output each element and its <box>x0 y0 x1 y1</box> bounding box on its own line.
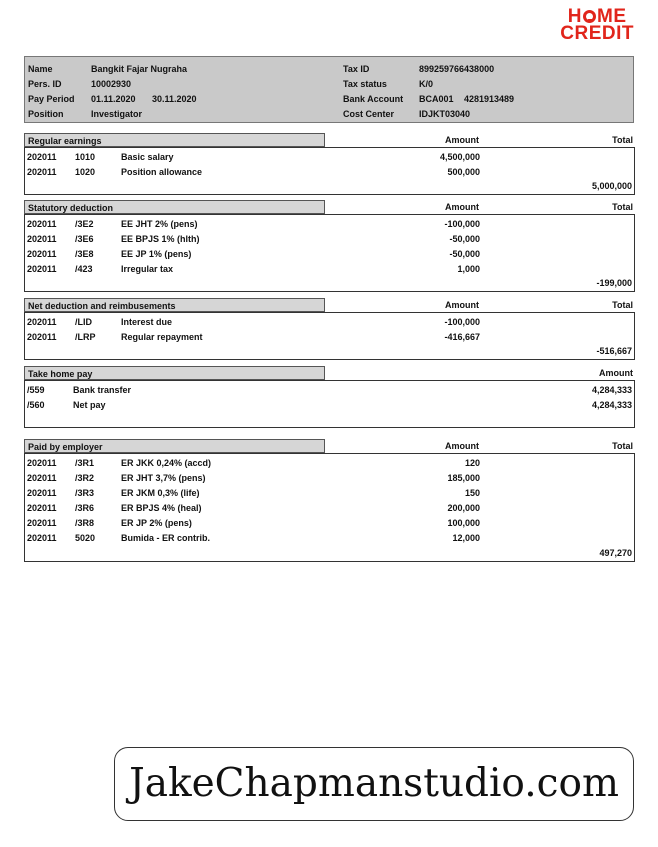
description-cell: Net pay <box>73 400 106 410</box>
amount-cell: 185,000 <box>447 473 480 483</box>
description-cell: ER JHT 3,7% (pens) <box>121 473 206 483</box>
position-value: Investigator <box>91 109 143 119</box>
section-total: -199,000 <box>596 278 632 288</box>
code-cell: /3E8 <box>75 249 94 259</box>
section-title: Statutory deduction <box>24 200 325 214</box>
description-cell: Interest due <box>121 317 173 327</box>
section-body <box>24 312 635 360</box>
period-cell: 202011 <box>27 473 57 483</box>
tax-id-value: 899259766438000 <box>419 64 495 74</box>
period-cell: 202011 <box>27 234 57 244</box>
section-body <box>24 380 635 428</box>
table-row <box>25 486 634 501</box>
cost-center-label: Cost Center <box>343 109 395 119</box>
amount-header: Amount <box>599 368 633 378</box>
amount-cell: -100,000 <box>444 219 480 229</box>
amount-header: Amount <box>445 300 479 310</box>
section-total: 5,000,000 <box>591 181 632 191</box>
section-title: Take home pay <box>24 366 325 380</box>
table-row <box>25 456 634 471</box>
amount-cell: 4,284,333 <box>591 385 632 395</box>
amount-cell: 1,000 <box>457 264 480 274</box>
amount-cell: 12,000 <box>452 533 480 543</box>
amount-cell: -50,000 <box>449 249 480 259</box>
section-body <box>24 214 635 292</box>
section-body <box>24 147 635 195</box>
bank-account-number: 4281913489 <box>464 94 515 104</box>
code-cell: /LRP <box>75 332 96 342</box>
period-cell: 202011 <box>27 518 57 528</box>
table-row <box>25 531 634 546</box>
tax-status-row <box>343 77 434 91</box>
logo-o-smile-icon <box>583 10 596 23</box>
description-cell: ER BPJS 4% (heal) <box>121 503 202 513</box>
cost-center-value: IDJKT03040 <box>419 109 471 119</box>
code-cell: /3R3 <box>75 488 95 498</box>
code-cell: /559 <box>27 385 45 395</box>
description-cell: Bank transfer <box>73 385 132 395</box>
table-row <box>25 247 634 262</box>
description-cell: EE BPJS 1% (hlth) <box>121 234 200 244</box>
table-row <box>25 471 634 486</box>
tax-status-value: K/0 <box>419 79 434 89</box>
pers-id-row <box>28 77 132 91</box>
table-row <box>25 232 634 247</box>
code-cell: /3E2 <box>75 219 94 229</box>
pay-period-label: Pay Period <box>28 94 75 104</box>
period-cell: 202011 <box>27 264 57 274</box>
table-row <box>25 150 634 165</box>
code-cell: /3R1 <box>75 458 95 468</box>
table-row <box>25 165 634 180</box>
table-row <box>25 516 634 531</box>
paid-by-employer-section <box>24 439 635 562</box>
bank-account-row <box>343 92 583 106</box>
position-row <box>28 107 143 121</box>
bank-account-label: Bank Account <box>343 94 404 104</box>
section-body <box>24 453 635 562</box>
pers-id-value: 10002930 <box>91 79 132 89</box>
pay-period-from: 01.11.2020 <box>91 94 136 104</box>
amount-cell: 500,000 <box>447 167 480 177</box>
description-cell: Bumida - ER contrib. <box>121 533 211 543</box>
amount-cell: 4,500,000 <box>439 152 480 162</box>
amount-header: Amount <box>445 135 479 145</box>
code-cell: /3R2 <box>75 473 95 483</box>
period-cell: 202011 <box>27 167 57 177</box>
code-cell: /560 <box>27 400 45 410</box>
bank-code: BCA001 <box>419 94 454 104</box>
name-label: Name <box>28 64 53 74</box>
amount-cell: 150 <box>464 488 480 498</box>
tax-id-label: Tax ID <box>343 64 370 74</box>
section-title: Net deduction and reimbusements <box>24 298 325 312</box>
amount-cell: 4,284,333 <box>591 400 632 410</box>
total-header: Total <box>612 300 633 310</box>
amount-header: Amount <box>445 441 479 451</box>
amount-cell: -50,000 <box>449 234 480 244</box>
pers-id-label: Pers. ID <box>28 79 62 89</box>
description-cell: Regular repayment <box>121 332 203 342</box>
section-total: 497,270 <box>599 548 632 558</box>
description-cell: ER JKM 0,3% (life) <box>121 488 200 498</box>
total-header: Total <box>612 441 633 451</box>
period-cell: 202011 <box>27 458 57 468</box>
employee-name: Bangkit Fajar Nugraha <box>91 64 188 74</box>
total-header: Total <box>612 202 633 212</box>
period-cell: 202011 <box>27 488 57 498</box>
table-row <box>25 383 634 398</box>
code-cell: 5020 <box>75 533 96 543</box>
code-cell: /3R8 <box>75 518 95 528</box>
pay-period-to: 30.11.2020 <box>152 94 197 104</box>
net-deduction-section <box>24 298 635 360</box>
regular-earnings-section <box>24 133 635 195</box>
description-cell: Position allowance <box>121 167 203 177</box>
section-title: Paid by employer <box>24 439 325 453</box>
table-row <box>25 330 634 345</box>
description-cell: Irregular tax <box>121 264 174 274</box>
section-title: Regular earnings <box>24 133 325 147</box>
code-cell: 1010 <box>75 152 96 162</box>
code-cell: /LID <box>75 317 92 327</box>
home-credit-logo <box>560 8 634 42</box>
period-cell: 202011 <box>27 317 57 327</box>
table-row <box>25 315 634 330</box>
description-cell: ER JKK 0,24% (accd) <box>121 458 212 468</box>
table-row <box>25 398 634 413</box>
code-cell: /3E6 <box>75 234 94 244</box>
statutory-deduction-section <box>24 200 635 292</box>
period-cell: 202011 <box>27 332 57 342</box>
name-row <box>28 62 188 76</box>
tax-status-label: Tax status <box>343 79 387 89</box>
amount-cell: -416,667 <box>444 332 480 342</box>
table-row <box>25 262 634 277</box>
amount-header: Amount <box>445 202 479 212</box>
description-cell: Basic salary <box>121 152 174 162</box>
tax-id-row <box>343 62 495 76</box>
code-cell: /423 <box>75 264 93 274</box>
table-row <box>25 501 634 516</box>
code-cell: /3R6 <box>75 503 95 513</box>
amount-cell: 100,000 <box>447 518 480 528</box>
amount-cell: 120 <box>464 458 480 468</box>
take-home-pay-section <box>24 366 635 428</box>
period-cell: 202011 <box>27 152 57 162</box>
total-header: Total <box>612 135 633 145</box>
description-cell: ER JP 2% (pens) <box>121 518 192 528</box>
logo-line-1: H ME <box>567 6 627 27</box>
period-cell: 202011 <box>27 219 57 229</box>
description-cell: EE JHT 2% (pens) <box>121 219 198 229</box>
code-cell: 1020 <box>75 167 96 177</box>
position-label: Position <box>28 109 64 119</box>
amount-cell: -100,000 <box>444 317 480 327</box>
period-cell: 202011 <box>27 503 57 513</box>
cost-center-row <box>343 107 471 121</box>
watermark-banner: JakeChapmanstudio.com <box>114 747 634 821</box>
description-cell: EE JP 1% (pens) <box>121 249 192 259</box>
amount-cell: 200,000 <box>447 503 480 513</box>
employee-info-block <box>24 56 634 123</box>
pay-period-row <box>28 92 228 106</box>
logo-line-2: CREDIT <box>560 23 634 44</box>
table-row <box>25 217 634 232</box>
period-cell: 202011 <box>27 249 57 259</box>
period-cell: 202011 <box>27 533 57 543</box>
section-total: -516,667 <box>596 346 632 356</box>
